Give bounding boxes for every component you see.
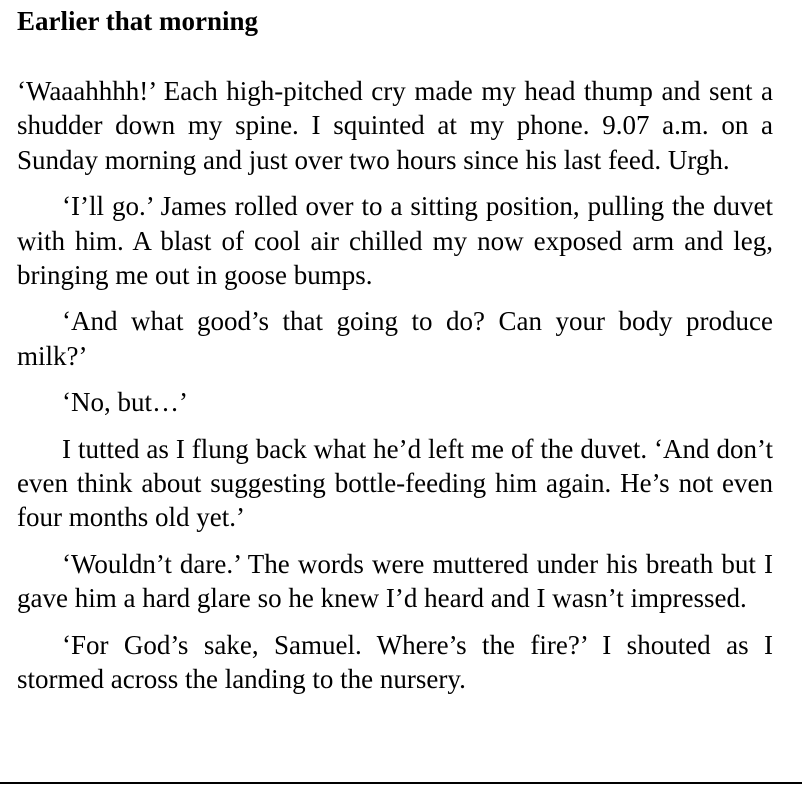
paragraph-7: ‘For God’s sake, Samuel. Where’s the fire?’ I shouted as I stormed across the landing to the nursery. — [17, 629, 773, 695]
bottom-rule — [0, 782, 802, 784]
paragraph-5: I tutted as I flung back what he’d left me of the duvet. ‘And don’t even think about suggesting bottle-feeding him again. He’s not even four months old yet.’ — [17, 433, 773, 533]
paragraph-1: ‘Waaahhhh!’ Each high-pitched cry made my head thump and sent a shudder down my spine. I squinted at my phone. 9.07 a.m. on a Sunday morning and just over two hours since his last feed. Urgh. — [17, 76, 773, 175]
section-heading: Earlier that morning — [17, 6, 258, 36]
paragraph-2: ‘I’ll go.’ James rolled over to a sitting position, pulling the duvet with him. A blast of cool air chilled my now exposed arm and leg, bringing me out in goose bumps. — [17, 191, 773, 291]
paragraph-6: ‘Wouldn’t dare.’ The words were muttered under his breath but I gave him a hard glare so he knew I’d heard and I wasn’t impressed. — [17, 548, 773, 614]
paragraph-3: ‘And what good’s that going to do? Can your body produce milk?’ — [17, 306, 773, 371]
paragraph-4: ‘No, but…’ — [62, 387, 188, 418]
page-content — [17, 0, 773, 697]
